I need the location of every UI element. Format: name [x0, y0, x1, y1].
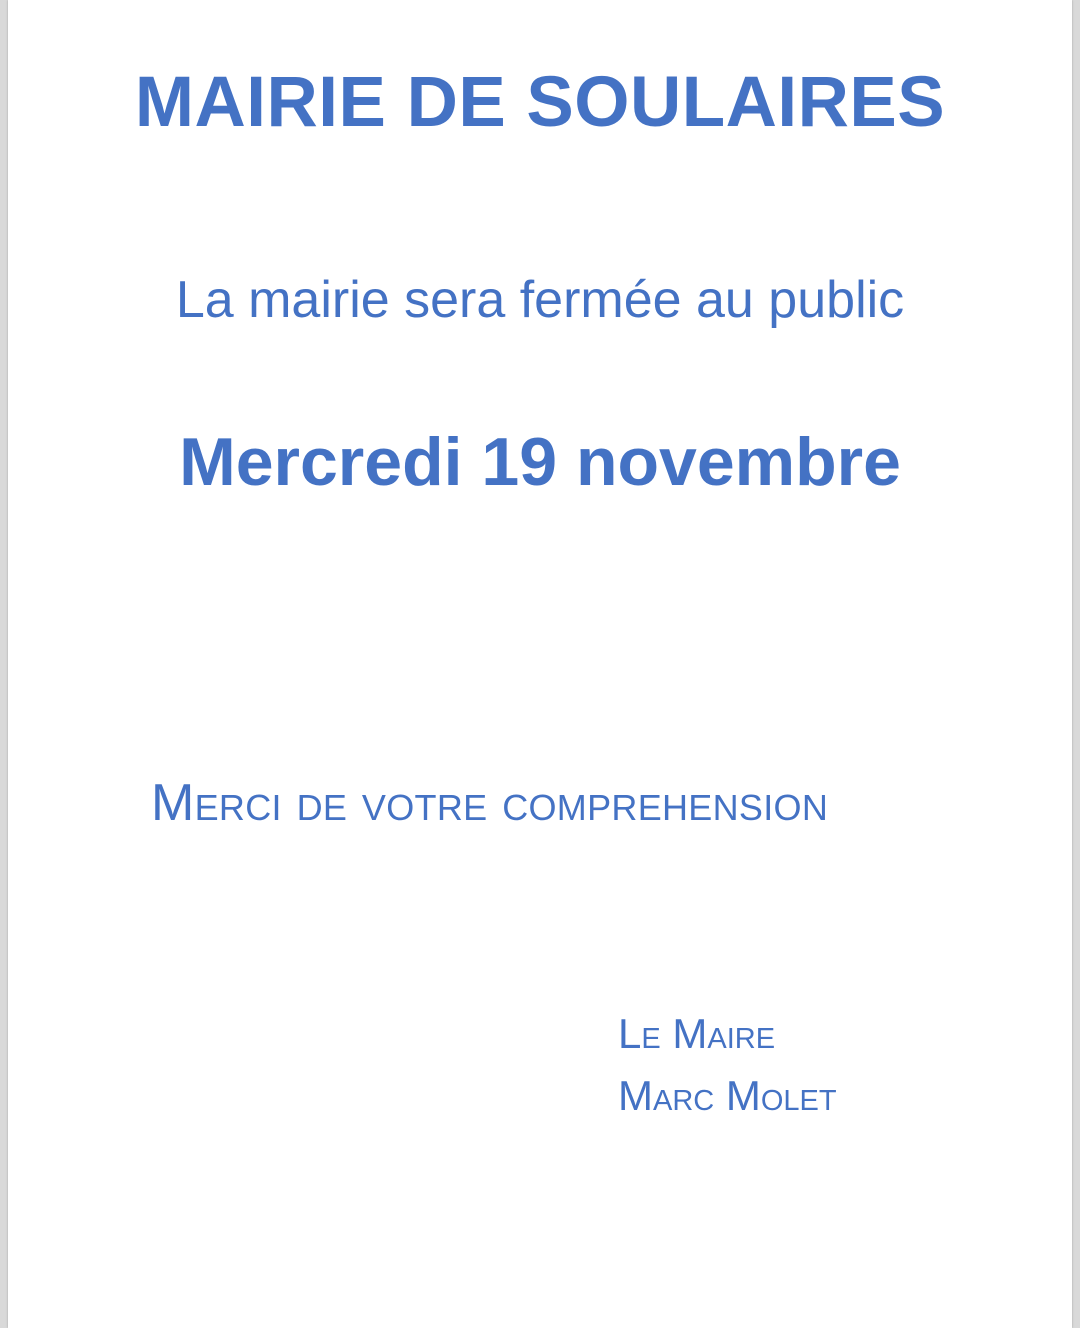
document-page — [8, 0, 1072, 1328]
closure-date: Mercredi 19 novembre — [179, 424, 901, 500]
signature-name: Marc Molet — [618, 1072, 837, 1119]
signature-role: Le Maire — [618, 1010, 776, 1057]
closure-notice: La mairie sera fermée au public — [175, 271, 905, 329]
thanks-message: Merci de votre comprehension — [151, 774, 829, 832]
document-title: MAIRIE DE SOULAIRES — [134, 63, 946, 142]
